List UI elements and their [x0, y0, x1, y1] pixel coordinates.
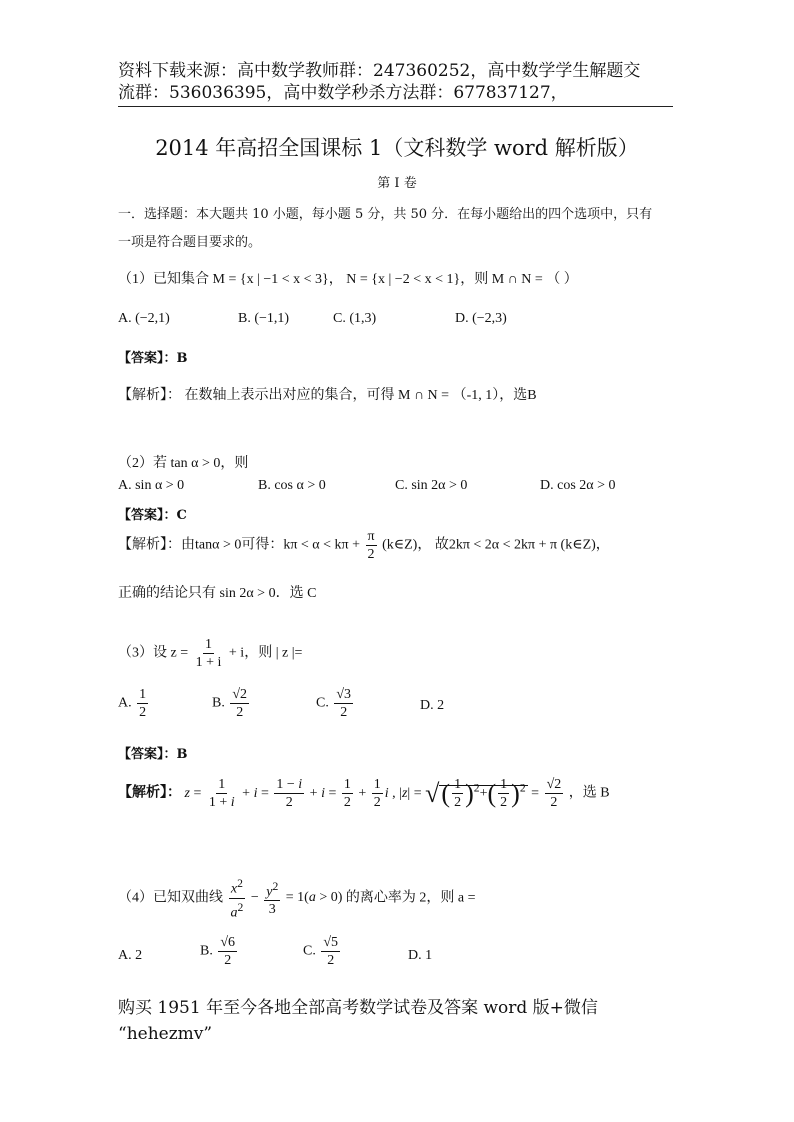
- q4-option-a: A. 2: [118, 948, 143, 963]
- q3-option-b-fraction: [230, 686, 249, 721]
- header-rule: [118, 106, 673, 107]
- q2-stem: （2）若 tan α > 0，则: [118, 456, 249, 471]
- q4-option-b-label: B.: [200, 943, 213, 959]
- q4-option-c: [303, 934, 342, 969]
- q2-option-c: C. sin 2α > 0: [395, 478, 468, 493]
- q3-option-c-num: √3: [336, 687, 352, 702]
- q3-stem-denominator: 1 + i: [195, 655, 222, 670]
- q3-option-a-fraction: [137, 686, 148, 721]
- q3-analysis-end: ，选 B: [568, 785, 610, 801]
- q4-option-d: D. 1: [408, 948, 433, 963]
- q2-conclusion: 正确的结论只有 sin 2α > 0．选 C: [118, 586, 317, 601]
- q4-option-c-label: C.: [303, 943, 316, 959]
- q3-option-a-num: 1: [139, 687, 147, 702]
- q3-option-d: D. 2: [420, 698, 445, 713]
- q4-option-b-num: √6: [220, 935, 236, 950]
- q2-option-d: D. cos 2α > 0: [540, 478, 616, 493]
- q2-frac-numerator: π: [367, 529, 375, 544]
- q2-analysis: [118, 528, 610, 563]
- q4-option-b-den: 2: [224, 953, 232, 968]
- q3-option-a-den: 2: [139, 705, 147, 720]
- q3-stem-numerator: 1: [205, 637, 212, 652]
- q4-equation: $\frac{x^2}{a^2}$ − $\frac{y^2}{3}$ = 1(a > 0): [230, 877, 346, 921]
- q3-stem-part-a: （3）设 z =: [118, 645, 189, 661]
- footer-line-2: “hehezmv”: [118, 1024, 213, 1044]
- q3-stem-part-b: + i，则 | z |=: [228, 645, 303, 661]
- q4-stem: [118, 875, 476, 921]
- q2-option-b: B. cos α > 0: [258, 478, 326, 493]
- q3-option-b-den: 2: [236, 705, 244, 720]
- source-line-1: 资料下载来源：高中数学教师群：247360252，高中数学学生解题交: [118, 61, 641, 81]
- q1-option-c: C. (1,3): [333, 311, 377, 326]
- q1-answer: 【答案】：B: [118, 351, 188, 366]
- section-intro-line-1: 一．选择题：本大题共 10 小题，每小题 5 分，共 50 分．在每小题给出的四个选项中，只有: [118, 207, 653, 222]
- q4-option-c-den: 2: [327, 953, 335, 968]
- q4-option-c-num: √5: [323, 935, 339, 950]
- q2-frac-denominator: 2: [367, 547, 375, 562]
- q1-analysis: 【解析】： 在数轴上表示出对应的集合，可得 M ∩ N = （-1, 1），选B: [118, 388, 537, 403]
- q2-analysis-fraction: [366, 528, 377, 563]
- q4-option-c-fraction: [321, 934, 340, 969]
- page-title: 2014 年高招全国课标 1（文科数学 word 解析版）: [155, 136, 639, 160]
- q1-option-d: D. (−2,3): [455, 311, 507, 326]
- q3-analysis: [118, 776, 610, 811]
- q4-stem-part-a: （4）已知双曲线: [118, 890, 223, 906]
- q3-option-b: [212, 686, 251, 721]
- q3-stem-fraction: [194, 636, 224, 671]
- q1-option-a: A. (−2,1): [118, 311, 170, 326]
- q3-analysis-formula: z = $\frac{1}{1 + i}$ + i = $\frac{1 - i}{2}$ + i = $\frac{1}{2}$ + $\frac{1}{2}$ i , |z| = √( $\frac{1}{2}$ )$^2$+( $\frac{1}{2}$ )$^2$ = $\frac{√2}{2}$: [184, 777, 562, 810]
- q3-option-c: [316, 686, 355, 721]
- q2-analysis-part-b: (k∈Z)， 故2kπ < 2α < 2kπ + π (k∈Z)，: [382, 537, 610, 553]
- q4-stem-part-b: 的离心率为 2，则 a =: [345, 890, 476, 906]
- section-intro-line-2: 一项是符合题目要求的。: [118, 235, 262, 250]
- q2-analysis-part-a: 【解析】：由tanα > 0可得：kπ < α < kπ +: [118, 537, 360, 553]
- q1-stem: （1）已知集合 M = {x | −1 < x < 3}， N = {x | −2 < x < 1}，则 M ∩ N = （ ）: [118, 272, 578, 287]
- q3-option-a-label: A.: [118, 695, 132, 711]
- q3-option-a: [118, 686, 150, 721]
- q3-option-c-den: 2: [340, 705, 348, 720]
- q4-option-b-fraction: [218, 934, 237, 969]
- q3-option-b-num: √2: [232, 687, 248, 702]
- q4-option-b: [200, 934, 239, 969]
- source-line-2: 流群：536036395，高中数学秒杀方法群：677837127，: [118, 83, 568, 103]
- q2-option-a: A. sin α > 0: [118, 478, 185, 493]
- footer-line-1: 购买 1951 年至今各地全部高考数学试卷及答案 word 版+微信: [118, 998, 598, 1018]
- q2-answer: 【答案】：C: [118, 508, 187, 523]
- volume-label: 第 I 卷: [377, 176, 417, 191]
- q3-answer: 【答案】：B: [118, 747, 188, 762]
- q1-option-b: B. (−1,1): [238, 311, 290, 326]
- q3-analysis-label: 【解析】：: [118, 785, 181, 801]
- q3-option-c-label: C.: [316, 695, 329, 711]
- q3-stem: [118, 636, 302, 671]
- q3-option-b-label: B.: [212, 695, 225, 711]
- q3-option-c-fraction: [334, 686, 353, 721]
